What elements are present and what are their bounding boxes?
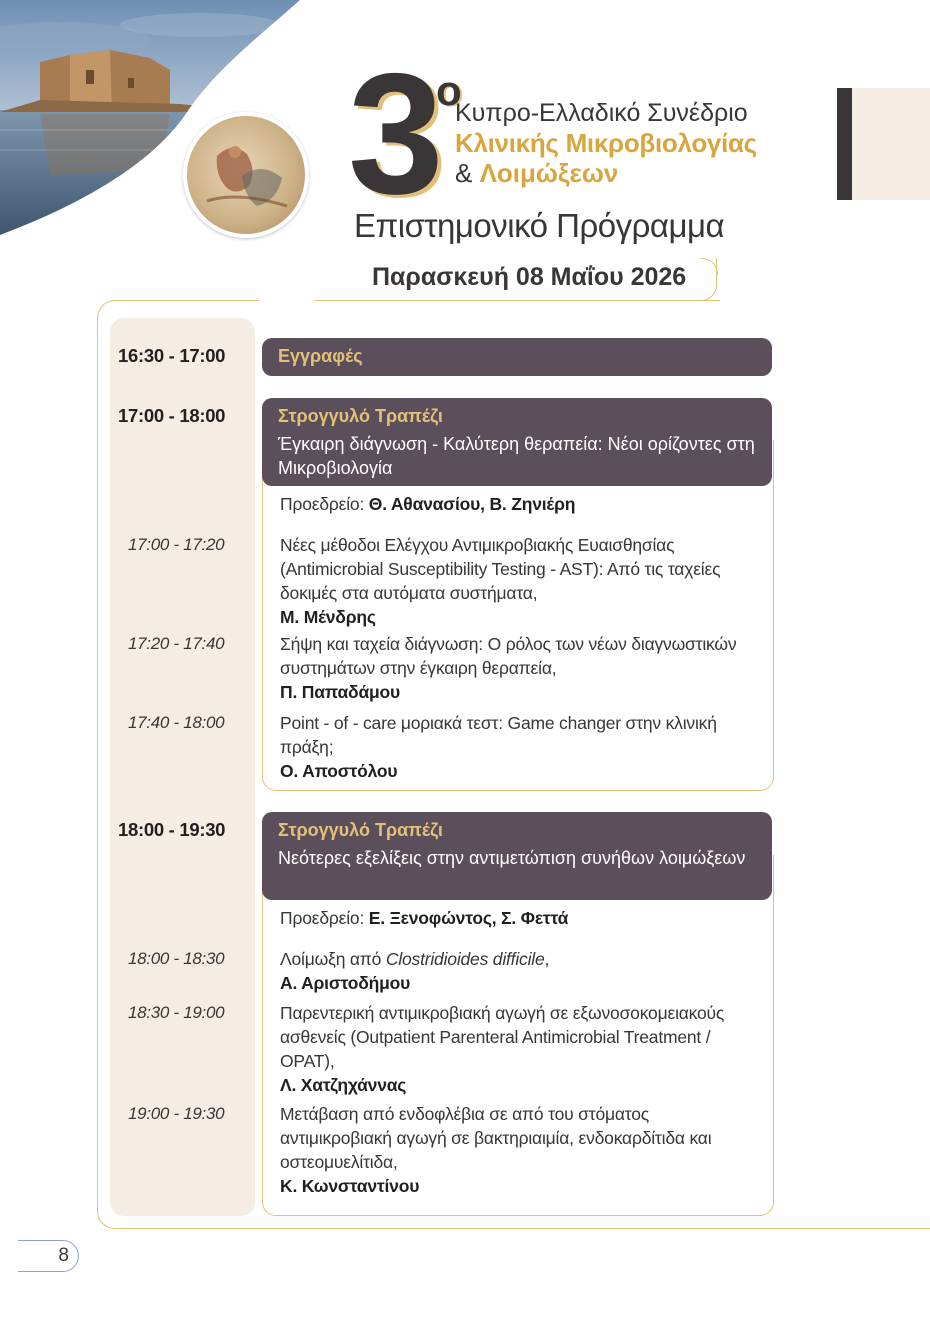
talk-time: 18:00 - 18:30	[128, 949, 225, 968]
session1-chairs-label: Προεδρείο:	[280, 494, 369, 514]
talk-entry	[280, 1001, 765, 1097]
talk-time: 19:00 - 19:30	[128, 1104, 225, 1123]
mosaic-medallion-image	[183, 112, 309, 238]
header-castle-photo	[0, 0, 360, 235]
talk-entry	[280, 533, 765, 629]
talk-entry	[280, 632, 765, 704]
talk-entry	[280, 947, 765, 995]
session1-time: 17:00 - 18:00	[118, 405, 226, 426]
session2-chairs	[280, 906, 765, 930]
talk-title-prefix: Λοίμωξη από	[280, 949, 386, 969]
talk-entry	[280, 711, 765, 783]
talk-time: 18:30 - 19:00	[128, 1003, 225, 1022]
talk-time: 17:40 - 18:00	[128, 713, 225, 732]
time-column-background	[110, 318, 255, 1216]
talk-speaker: Μ. Μένδρης	[280, 607, 376, 627]
session1-chairs-names: Θ. Αθανασίου, Β. Ζηνιέρη	[368, 494, 576, 514]
registration-banner	[262, 338, 772, 376]
page-number: 8	[58, 1245, 69, 1266]
talk-title: Σήψη και ταχεία διάγνωση: Ο ρόλος των νέων διαγνωστικών συστημάτων στην έγκαιρη θεραπεία,	[280, 634, 737, 678]
conference-title-line3	[455, 158, 618, 189]
program-date: Παρασκευή 08 Μαΐου 2026	[372, 263, 687, 291]
talk-title	[280, 947, 765, 971]
registration-title: Εγγραφές	[278, 346, 363, 366]
header-side-decor	[837, 88, 930, 200]
page-number-badge	[18, 1240, 79, 1272]
conference-title-bold: Λοιμώξεων	[479, 158, 619, 188]
talk-title: Παρεντερική αντιμικροβιακή αγωγή σε εξωνοσοκομειακούς ασθενείς (Outpatient Parenteral Antimicrobial Treatment / OPAT),	[280, 1003, 725, 1071]
edition-suffix: ο	[436, 67, 462, 114]
talk-speaker: Α. Αριστοδήμου	[280, 973, 411, 993]
talk-title-suffix: ,	[544, 949, 550, 969]
session1-chairs	[280, 492, 765, 516]
talk-speaker: Ο. Αποστόλου	[280, 761, 398, 781]
talk-time: 17:00 - 17:20	[128, 535, 225, 554]
frame-border-left	[97, 320, 98, 1210]
talk-speaker: Π. Παπαδάμου	[280, 682, 400, 702]
session2-type: Στρογγυλό Τραπέζι	[278, 820, 443, 840]
session2-banner	[262, 812, 772, 900]
conference-title-amp: &	[455, 158, 480, 188]
talk-time: 17:20 - 17:40	[128, 634, 225, 653]
session1-type: Στρογγυλό Τραπέζι	[278, 406, 443, 426]
conference-title-line2: Κλινικής Μικροβιολογίας	[455, 128, 757, 158]
session2-chairs-names: Ε. Ξενοφώντος, Σ. Φεττά	[368, 908, 569, 928]
session1-banner	[262, 398, 772, 486]
conference-title-line1: Κυπρο-Ελλαδικό Συνέδριο	[455, 99, 748, 127]
session2-chairs-label: Προεδρείο:	[280, 908, 369, 928]
talk-title-italic: Clostridioides difficile	[385, 949, 545, 969]
program-title: Επιστημονικό Πρόγραμμα	[354, 207, 725, 244]
session2-title: Νεότερες εξελίξεις στην αντιμετώπιση συνήθων λοιμώξεων	[278, 848, 746, 868]
registration-time: 16:30 - 17:00	[118, 345, 226, 366]
talk-title: Νέες μέθοδοι Ελέγχου Αντιμικροβιακής Ευαισθησίας (Antimicrobial Susceptibility Testing - AST): Από τις ταχείες δοκιμές στα αυτόματα συστήματα,	[280, 535, 721, 603]
talk-title: Point - of - care μοριακά τεστ: Game changer στην κλινική πράξη;	[280, 713, 717, 757]
session1-title: Έγκαιρη διάγνωση - Καλύτερη θεραπεία: Νέοι ορίζοντες στη Μικροβιολογία	[278, 434, 755, 478]
edition-number: 3	[348, 38, 440, 230]
talk-speaker: Κ. Κωνσταντίνου	[280, 1176, 420, 1196]
talk-speaker: Λ. Χατζηχάννας	[280, 1075, 407, 1095]
talk-title: Μετάβαση από ενδοφλέβια σε από του στόματος αντιμικροβιακή αγωγή σε βακτηριαιμία, ενδοκαρδίτιδα και οστεομυελίτιδα,	[280, 1104, 712, 1172]
frame-border-top-right	[314, 300, 720, 301]
session2-time: 18:00 - 19:30	[118, 819, 226, 840]
talk-entry	[280, 1102, 765, 1198]
